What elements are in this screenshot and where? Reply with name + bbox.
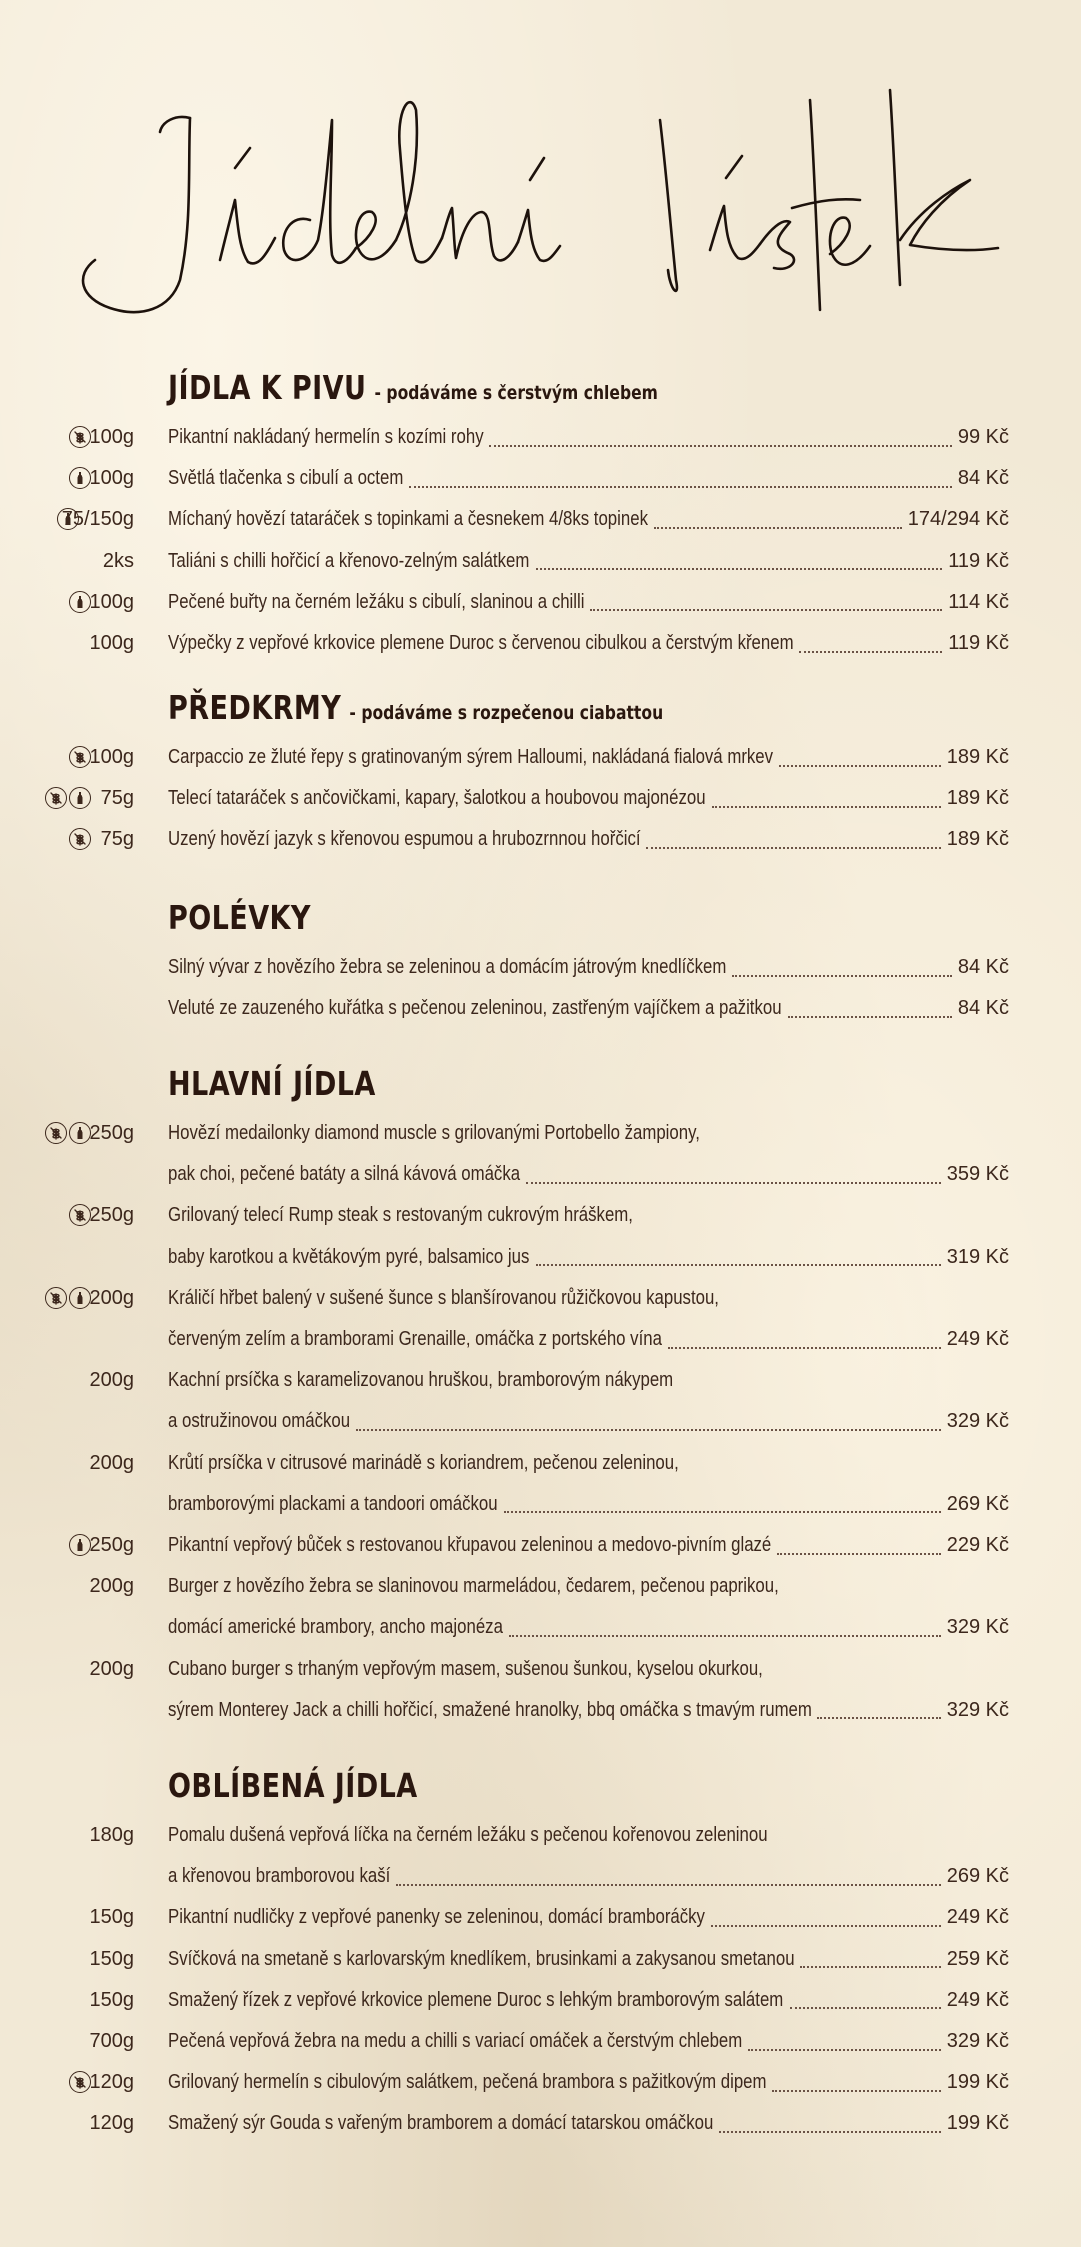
item-description: Výpečky z vepřové krkovice plemene Duroc s červenou cibulkou a čerstvým křenem (168, 632, 794, 654)
item-text-row (168, 623, 1009, 664)
item-description: Grilovaný telecí Rump steak s restovaným cukrovým hráškem, (168, 1204, 633, 1227)
item-price: 84 Kč (957, 956, 1009, 978)
dot-leader (356, 1429, 941, 1431)
allergen-icons (45, 1287, 91, 1309)
item-price: 199 Kč (946, 2071, 1009, 2094)
section-heading (168, 688, 663, 727)
gluten-free-icon (45, 1287, 67, 1309)
menu-item (0, 1939, 1081, 1980)
menu-item-continuation (0, 1237, 1081, 1278)
contains-alcohol-icon (69, 1122, 91, 1144)
menu-item (0, 778, 1081, 819)
menu-item-continuation (0, 1401, 1081, 1442)
gluten-free-icon (45, 1122, 67, 1144)
item-description: Králičí hřbet balený v sušené šunce s blanšírovanou růžičkovou kapustou, (168, 1286, 719, 1309)
item-description: Pikantní nudličky z vepřové panenky se zeleninou, domácí bramboráčky (168, 1906, 705, 1929)
dot-leader (817, 1717, 940, 1719)
item-text-row (168, 819, 1009, 860)
item-text-row (168, 2021, 1009, 2062)
item-text-row (168, 1319, 1009, 1360)
item-text-row (168, 1443, 1009, 1484)
item-price: 249 Kč (946, 1906, 1009, 1929)
item-text-row (168, 1980, 1009, 2021)
dot-leader (779, 765, 940, 767)
item-text-row (168, 1815, 1009, 1856)
item-description: červeným zelím a bramborami Grenaille, omáčka z portského vína (168, 1328, 662, 1350)
item-text-row (168, 1939, 1009, 1980)
dot-leader (646, 847, 941, 849)
item-description: Pečené buřty na černém ležáku s cibulí, slaninou a chilli (168, 590, 585, 613)
item-weight: 120g (89, 2071, 134, 2094)
menu-item (0, 1113, 1081, 1154)
item-price: 259 Kč (946, 1947, 1009, 1970)
allergen-icons (69, 426, 91, 448)
item-price: 319 Kč (946, 1245, 1009, 1268)
menu-item (0, 737, 1081, 778)
item-weight: 150g (89, 1988, 134, 2011)
menu-item (0, 1525, 1081, 1566)
item-price: 99 Kč (957, 426, 1009, 448)
item-text-row (168, 2103, 1009, 2144)
item-price: 174/294 Kč (907, 508, 1009, 531)
allergen-icons (69, 1204, 91, 1226)
dot-leader (711, 1925, 941, 1927)
menu-item-continuation (0, 1319, 1081, 1360)
item-weight: 150g (89, 1947, 134, 1970)
dot-leader (719, 2131, 940, 2133)
menu-item (0, 499, 1081, 540)
dot-leader (790, 2007, 941, 2009)
menu-item (0, 1566, 1081, 1607)
item-text-row (168, 1360, 1009, 1401)
item-description: Veluté ze zauzeného kuřátka s pečenou zeleninou, zastřeným vajíčkem a pažitkou (168, 997, 782, 1020)
item-weight: 100g (89, 467, 134, 490)
item-weight: 75g (100, 828, 134, 851)
menu-item (0, 541, 1081, 582)
menu-item (0, 1649, 1081, 1690)
item-weight: 200g (89, 1575, 134, 1598)
dot-leader (800, 1966, 940, 1968)
item-weight: 2ks (102, 549, 134, 572)
allergen-icons (69, 1534, 91, 1556)
allergen-icons (69, 467, 91, 489)
menu-item-continuation (0, 1607, 1081, 1648)
item-description: Pikantní vepřový bůček s restovanou křupavou zeleninou a medovo-pivním glazé (168, 1534, 772, 1556)
menu-item (0, 819, 1081, 860)
menu-item-continuation (0, 1154, 1081, 1195)
item-description: Uzený hovězí jazyk s křenovou espumou a hrubozrnnou hořčicí (168, 828, 641, 851)
section-heading (168, 1766, 418, 1805)
dot-leader (772, 2090, 941, 2092)
allergen-icons (69, 2071, 91, 2093)
item-price: 189 Kč (946, 828, 1009, 851)
item-weight: 180g (89, 1824, 134, 1846)
gluten-free-icon (69, 746, 91, 768)
allergen-icons (69, 828, 91, 850)
item-text-row (168, 1856, 1009, 1897)
menu-item (0, 417, 1081, 458)
item-description: baby karotkou a květákovým pyré, balsamico jus (168, 1245, 530, 1268)
item-description: Svíčková na smetaně s karlovarským knedlíkem, brusinkami a zakysanou smetanou (168, 1947, 795, 1970)
item-price: 114 Kč (948, 590, 1009, 613)
item-description: Smažený řízek z vepřové krkovice plemene Duroc s lehkým bramborovým salátem (168, 1988, 784, 2011)
item-description: Carpaccio ze žluté řepy s gratinovaným sýrem Halloumi, nakládaná fialová mrkev (168, 746, 774, 768)
allergen-icons (69, 746, 91, 768)
dot-leader (536, 568, 943, 570)
item-text-row (168, 1113, 1009, 1154)
item-text-row (168, 737, 1009, 778)
item-description: Taliáni s chilli hořčicí a křenovo-zelným salátkem (168, 549, 530, 572)
item-text-row (168, 1484, 1009, 1525)
item-description: Smažený sýr Gouda s vařeným bramborem a domácí tatarskou omáčkou (168, 2112, 714, 2135)
item-description: Cubano burger s trhaným vepřovým masem, sušenou šunkou, kyselou okurkou, (168, 1657, 763, 1680)
item-price: 189 Kč (946, 746, 1009, 768)
menu-item (0, 2021, 1081, 2062)
menu-item (0, 2062, 1081, 2103)
menu-item-continuation (0, 1690, 1081, 1731)
dot-leader (788, 1016, 952, 1018)
gluten-free-icon (69, 1204, 91, 1226)
menu-item (0, 1815, 1081, 1856)
item-text-row (168, 417, 1009, 458)
item-weight: 200g (89, 1286, 134, 1309)
item-price: 229 Kč (946, 1534, 1009, 1556)
item-text-row (168, 1607, 1009, 1648)
item-text-row (168, 1237, 1009, 1278)
item-price: 84 Kč (957, 467, 1009, 490)
item-price: 329 Kč (946, 2030, 1009, 2052)
item-text-row (168, 1690, 1009, 1731)
item-text-row (168, 541, 1009, 582)
item-description: Kachní prsíčka s karamelizovanou hruškou, bramborovým nákypem (168, 1369, 674, 1392)
dot-leader (668, 1347, 941, 1349)
dot-leader (509, 1635, 941, 1637)
dot-leader (799, 651, 942, 653)
dot-leader (504, 1511, 941, 1513)
dot-leader (590, 609, 942, 611)
menu-item (0, 1897, 1081, 1938)
item-price: 329 Kč (946, 1698, 1009, 1721)
item-weight: 100g (89, 746, 134, 768)
item-description: Burger z hovězího žebra se slaninovou marmeládou, čedarem, pečenou paprikou, (168, 1575, 779, 1598)
allergen-icons (45, 1122, 91, 1144)
item-price: 84 Kč (957, 997, 1009, 1020)
dot-leader (536, 1264, 941, 1266)
menu-item (0, 623, 1081, 664)
item-weight: 200g (89, 1657, 134, 1680)
menu-item (0, 1278, 1081, 1319)
item-description: bramborovými plackami a tandoori omáčkou (168, 1492, 498, 1515)
item-description: Pomalu dušená vepřová líčka na černém ležáku s pečenou kořenovou zeleninou (168, 1824, 768, 1846)
item-weight: 200g (89, 1369, 134, 1392)
item-weight: 100g (89, 632, 134, 654)
item-text-row (168, 1154, 1009, 1195)
menu-item (0, 2103, 1081, 2144)
item-text-row (168, 1278, 1009, 1319)
section-title: OBLÍBENÁ JÍDLA (168, 1766, 418, 1805)
section-title: HLAVNÍ JÍDLA (168, 1064, 376, 1103)
item-weight: 75/150g (61, 508, 134, 531)
menu-item-continuation (0, 1484, 1081, 1525)
item-weight: 200g (89, 1451, 134, 1474)
item-text-row (168, 1195, 1009, 1236)
item-text-row (168, 988, 1009, 1029)
contains-alcohol-icon (69, 1287, 91, 1309)
menu-item (0, 582, 1081, 623)
item-description: Krůtí prsíčka v citrusové marinádě s koriandrem, pečenou zeleninou, (168, 1451, 679, 1474)
item-weight: 120g (89, 2112, 134, 2135)
item-text-row (168, 947, 1009, 988)
item-description: sýrem Monterey Jack a chilli hořčicí, smažené hranolky, bbq omáčka s tmavým rumem (168, 1698, 812, 1721)
item-text-row (168, 1401, 1009, 1442)
dot-leader (654, 527, 901, 529)
item-weight: 75g (100, 787, 134, 810)
dot-leader (409, 486, 951, 488)
item-price: 189 Kč (946, 787, 1009, 810)
section-heading (168, 1064, 376, 1103)
item-price: 329 Kč (946, 1616, 1009, 1639)
menu-item (0, 458, 1081, 499)
item-text-row (168, 1566, 1009, 1607)
menu-item (0, 1443, 1081, 1484)
contains-alcohol-icon (69, 787, 91, 809)
menu-item (0, 1980, 1081, 2021)
item-description: Hovězí medailonky diamond muscle s grilovanými Portobello žampiony, (168, 1122, 700, 1144)
item-weight: 250g (89, 1122, 134, 1144)
dot-leader (396, 1884, 941, 1886)
item-price: 359 Kč (946, 1163, 1009, 1186)
menu-title-script (70, 40, 1010, 350)
item-price: 269 Kč (946, 1492, 1009, 1515)
gluten-free-icon (69, 828, 91, 850)
item-text-row (168, 2062, 1009, 2103)
menu-item (0, 947, 1081, 988)
item-price: 249 Kč (946, 1988, 1009, 2011)
menu-item-continuation (0, 1856, 1081, 1897)
item-text-row (168, 499, 1009, 540)
item-weight: 100g (89, 590, 134, 613)
item-text-row (168, 778, 1009, 819)
item-text-row (168, 1525, 1009, 1566)
item-weight: 700g (89, 2030, 134, 2052)
item-price: 269 Kč (946, 1865, 1009, 1888)
item-price: 329 Kč (946, 1410, 1009, 1433)
contains-alcohol-icon (69, 1534, 91, 1556)
item-text-row (168, 582, 1009, 623)
dot-leader (777, 1553, 940, 1555)
item-price: 119 Kč (948, 549, 1009, 572)
item-description: pak choi, pečené batáty a silná kávová omáčka (168, 1163, 521, 1186)
dot-leader (526, 1182, 941, 1184)
menu-item (0, 1360, 1081, 1401)
item-description: Pikantní nakládaný hermelín s kozími rohy (168, 426, 484, 448)
item-price: 199 Kč (946, 2112, 1009, 2135)
dot-leader (489, 445, 951, 447)
dot-leader (712, 806, 941, 808)
item-description: a křenovou bramborovou kaší (168, 1865, 391, 1888)
item-text-row (168, 1897, 1009, 1938)
menu-item (0, 988, 1081, 1029)
item-text-row (168, 458, 1009, 499)
item-text-row (168, 1649, 1009, 1690)
item-description: Silný vývar z hovězího žebra se zeleninou a domácím játrovým knedlíčkem (168, 956, 727, 978)
gluten-free-icon (69, 2071, 91, 2093)
item-description: Grilovaný hermelín s cibulovým salátkem, pečená brambora s pažitkovým dipem (168, 2071, 767, 2094)
allergen-icons (45, 787, 91, 809)
section-subtitle: - podáváme s čerstvým chlebem (374, 382, 658, 404)
section-title: PŘEDKRMY (168, 688, 342, 727)
gluten-free-icon (69, 426, 91, 448)
item-description: Telecí tataráček s ančovičkami, kapary, šalotkou a houbovou majonézou (168, 787, 706, 810)
section-heading (168, 898, 311, 937)
item-description: Míchaný hovězí tataráček s topinkami a česnekem 4/8ks topinek (168, 508, 648, 531)
item-description: Světlá tlačenka s cibulí a octem (168, 467, 404, 490)
item-price: 119 Kč (948, 632, 1009, 654)
allergen-icons (69, 591, 91, 613)
dot-leader (732, 975, 952, 977)
item-weight: 250g (89, 1534, 134, 1556)
section-heading (168, 368, 658, 407)
gluten-free-icon (45, 787, 67, 809)
item-description: a ostružinovou omáčkou (168, 1410, 351, 1433)
dot-leader (748, 2049, 941, 2051)
menu-item (0, 1195, 1081, 1236)
section-subtitle: - podáváme s rozpečenou ciabattou (349, 702, 664, 724)
contains-alcohol-icon (69, 467, 91, 489)
item-weight: 100g (89, 426, 134, 448)
section-title: POLÉVKY (168, 898, 311, 937)
contains-alcohol-icon (69, 591, 91, 613)
item-price: 249 Kč (946, 1328, 1009, 1350)
section-title: JÍDLA K PIVU (168, 368, 367, 407)
item-weight: 150g (89, 1906, 134, 1929)
item-weight: 250g (89, 1204, 134, 1227)
item-description: domácí americké brambory, ancho majonéza (168, 1616, 503, 1639)
item-description: Pečená vepřová žebra na medu a chilli s variací omáček a čerstvým chlebem (168, 2030, 743, 2052)
